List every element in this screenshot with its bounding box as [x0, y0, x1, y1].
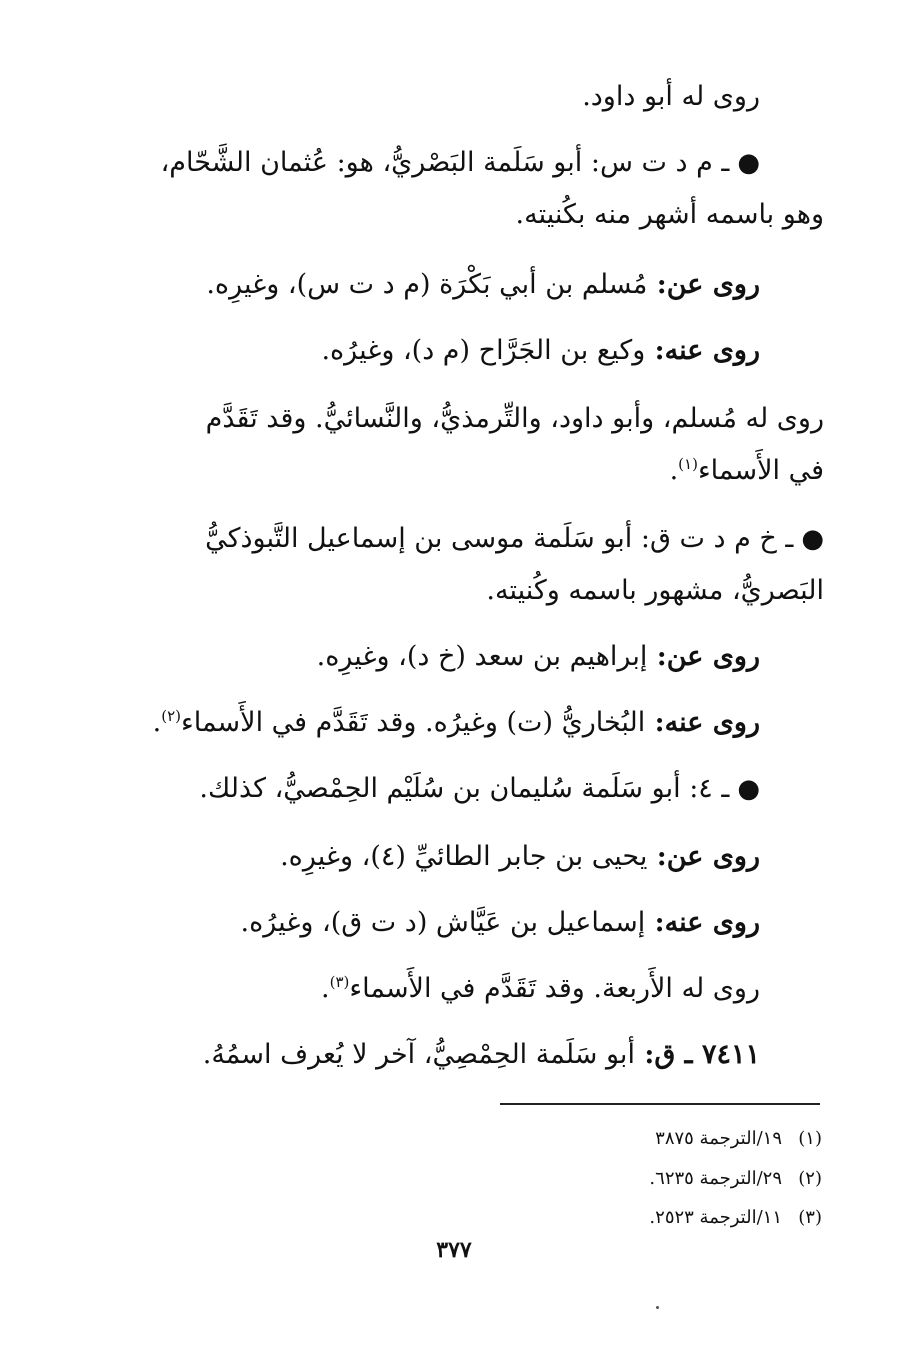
text-span: إسماعيل بن عَيَّاش (د ت ق)، وغيرُه.	[240, 907, 646, 938]
label-rawa-anhu: روى عنه:	[645, 907, 760, 938]
entry-heading	[203, 1038, 760, 1072]
text-line	[582, 80, 760, 114]
text-span: وهو باسمه أشهر منه بكُنيته.	[515, 199, 824, 230]
text-span: روى له أبو داود.	[582, 81, 760, 112]
footnote-ref[interactable]: (٣)	[329, 973, 350, 991]
entry-text: أبو سَلَمة موسى بن إسماعيل التَّبوذكيُّ	[205, 523, 633, 554]
text-line	[321, 972, 760, 1006]
footnote-ref[interactable]: (٢)	[161, 707, 182, 725]
footnote-number: (٢)	[798, 1168, 822, 1189]
footnote-number: (١)	[798, 1128, 822, 1149]
label-rawa-anhu: روى عنه:	[645, 335, 760, 366]
page-number: ٣٧٧	[436, 1237, 472, 1263]
footnote	[649, 1166, 822, 1192]
label-rawa-an: روى عن:	[647, 841, 760, 872]
footnote	[655, 1126, 822, 1152]
text-span: إبراهيم بن سعد (خ د)، وغيرِه.	[316, 641, 648, 672]
text-line	[241, 906, 761, 940]
label-rawa-anhu: روى عنه:	[645, 707, 760, 738]
entry-text: أبو سَلَمة الحِمْصِيُّ، آخر لا يُعرف اسمُهُ.	[202, 1039, 635, 1070]
entry-heading	[161, 146, 760, 180]
text-line	[317, 640, 760, 674]
text-span: .	[669, 455, 679, 486]
footnote-number: (٣)	[798, 1207, 822, 1228]
text-span: .	[152, 707, 162, 738]
footnote-text: ١٩/الترجمة ٣٨٧٥	[655, 1128, 782, 1149]
bullet-icon: ●	[801, 524, 824, 554]
entry-heading	[199, 772, 760, 806]
text-span: روى له الأَربعة. وقد تَقَدَّم في الأَسماء	[349, 973, 760, 1004]
footnote-ref[interactable]: (١)	[678, 455, 698, 473]
entry-sigla: ـ م د ت س:	[582, 147, 730, 178]
label-rawa-an: روى عن:	[647, 269, 760, 300]
entry-number: ٧٤١١ ـ ق:	[634, 1039, 760, 1070]
entry-text: أبو سَلَمة البَصْريُّ، هو: عُثمان الشَّحّام،	[160, 147, 583, 178]
entry-sigla: ـ ٤:	[680, 773, 730, 804]
label-rawa-an: روى عن:	[647, 641, 760, 672]
text-span: البَصريُّ، مشهور باسمه وكُنيته.	[486, 575, 824, 606]
entry-sigla: ـ خ م د ت ق:	[632, 523, 794, 554]
entry-text: أبو سَلَمة سُليمان بن سُلَيْم الحِمْصيُّ، كذلك.	[199, 773, 681, 804]
text-line	[486, 574, 824, 608]
text-span: يحيى بن جابر الطائيِّ (٤)، وغيرِه.	[280, 841, 648, 872]
text-line	[280, 840, 760, 874]
stray-mark	[656, 1306, 659, 1309]
text-span: روى له مُسلم، وأبو داود، والتِّرمذيُّ، والنَّسائيُّ. وقد تَقَدَّم	[205, 403, 824, 434]
text-line	[153, 706, 760, 740]
entry-heading	[205, 522, 824, 556]
text-span: وكيع بن الجَرَّاح (م د)، وغيرُه.	[321, 335, 646, 366]
bullet-icon: ●	[737, 148, 760, 178]
text-span: .	[321, 973, 330, 1004]
text-line	[670, 454, 824, 488]
text-span: مُسلم بن أبي بَكْرَة (م د ت س)، وغيرِه.	[206, 269, 648, 300]
footnote-text: ٢٩/الترجمة ٦٢٣٥.	[649, 1168, 782, 1189]
footnote-text: ١١/الترجمة ٢٥٢٣.	[649, 1207, 782, 1228]
text-line	[321, 334, 760, 368]
footnote-divider	[500, 1103, 820, 1105]
text-line	[206, 268, 760, 302]
bullet-icon: ●	[737, 774, 760, 804]
text-span: في الأَسماء	[697, 455, 824, 486]
text-span: البُخاريُّ (ت) وغيرُه. وقد تَقَدَّم في الأَسماء	[181, 707, 646, 738]
footnote	[649, 1205, 822, 1231]
text-line	[516, 198, 824, 232]
text-line	[206, 402, 824, 436]
